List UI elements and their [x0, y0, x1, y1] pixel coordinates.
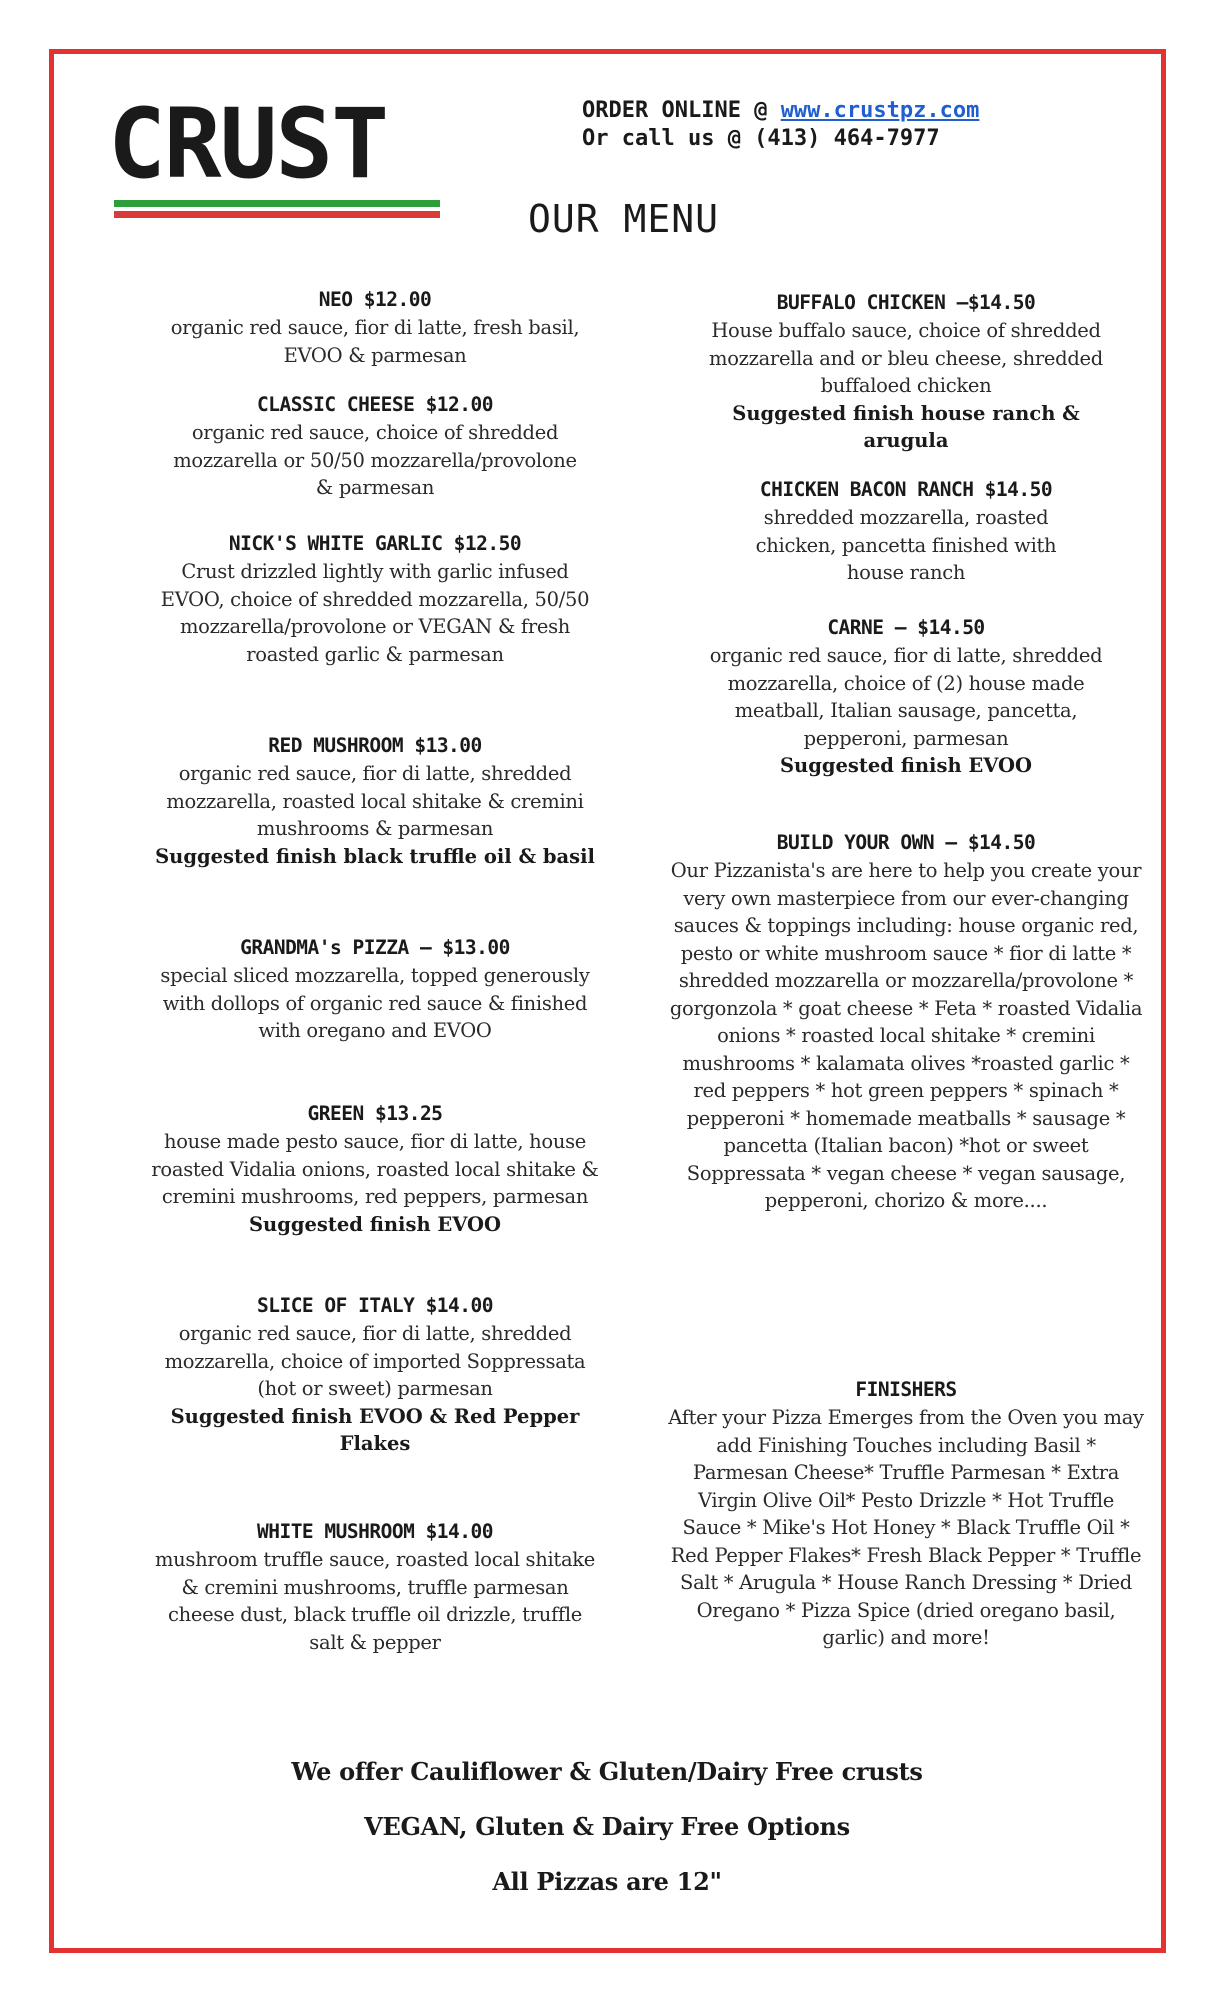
- logo: [108, 88, 444, 218]
- item-name: SLICE OF ITALY $14.00: [256, 1294, 494, 1317]
- item-suggested-finish: Suggested finish house ranch & arugula: [732, 401, 1080, 452]
- item-description: special sliced mozzarella, topped generously with dollops of organic red sauce & finished with oregano and EVOO: [160, 964, 590, 1042]
- order-online-link[interactable]: www.crustpz.com: [780, 98, 980, 123]
- menu-item-classic-cheese: [140, 391, 610, 502]
- item-name: NEO $12.00: [318, 288, 432, 311]
- item-suggested-finish: Suggested finish EVOO & Red Pepper Flakes: [170, 1404, 580, 1455]
- contact-info: [582, 97, 979, 153]
- item-name: GRANDMA's PIZZA – $13.00: [240, 936, 510, 959]
- footer-size: All Pizzas are 12": [492, 1867, 722, 1896]
- item-name: BUFFALO CHICKEN –$14.50: [776, 291, 1036, 314]
- menu-item-grandmas-pizza: [140, 934, 610, 1045]
- menu-item-red-mushroom: [140, 732, 610, 870]
- item-description: After your Pizza Emerges from the Oven you may add Finishing Touches including Basil * Parmesan Cheese* Truffle Parmesan * Extra Virgin Olive Oil* Pesto Drizzle * Hot Truffle Sauce * Mike's Hot Honey * Black Truffle Oil * Red Pepper Flakes* Fresh Black Pepper * Truffle Salt * Arugula * House Ranch Dressing * Dried Oregano * Pizza Spice (dried oregano basil, garlic) and more!: [668, 1406, 1144, 1649]
- stripe-red: [114, 211, 440, 218]
- menu-item-carne: [668, 614, 1144, 780]
- item-description: Our Pizzanista's are here to help you create your very own masterpiece from our ever-changing sauces & toppings including: house organic red, pesto or white mushroom sauce * fior di latte * shredded mozzarella or mozzarella/provolone * gorgonzola * goat cheese * Feta * roasted Vidalia onions * roasted local shitake * cremini mushrooms * kalamata olives *roasted garlic * red peppers * hot green peppers * spinach * pepperoni * homemade meatballs * sausage * pancetta (Italian bacon) *hot or sweet Soppressata * vegan cheese * vegan sausage, pepperoni, chorizo & more....: [669, 859, 1143, 1212]
- menu-item-finishers: [668, 1376, 1144, 1652]
- footer-crusts: We offer Cauliflower & Gluten/Dairy Free crusts: [291, 1757, 923, 1786]
- item-description: organic red sauce, fior di latte, shredded mozzarella, roasted local shitake & cremini mushrooms & parmesan: [166, 762, 584, 840]
- item-description: shredded mozzarella, roasted chicken, pancetta finished with house ranch: [755, 506, 1057, 584]
- menu-item-chicken-bacon-ranch: [668, 476, 1144, 587]
- footer: [0, 1758, 1214, 1923]
- item-description: organic red sauce, fior di latte, fresh basil, EVOO & parmesan: [170, 316, 580, 367]
- item-description: House buffalo sauce, choice of shredded mozzarella and or bleu cheese, shredded buffaloed chicken: [709, 319, 1103, 397]
- call-line: Or call us @ (413) 464-7977: [582, 126, 940, 151]
- menu-item-neo: [140, 286, 610, 369]
- footer-options: VEGAN, Gluten & Dairy Free Options: [364, 1812, 850, 1841]
- logo-text: CRUST: [108, 88, 387, 200]
- stripe-green: [114, 200, 440, 207]
- order-online-line: [582, 97, 979, 125]
- item-name: BUILD YOUR OWN – $14.50: [776, 831, 1036, 854]
- item-name: CARNE – $14.50: [827, 616, 985, 639]
- item-name: CHICKEN BACON RANCH $14.50: [759, 478, 1053, 501]
- menu-item-white-mushroom: [140, 1518, 610, 1656]
- item-suggested-finish: Suggested finish EVOO: [779, 754, 1033, 777]
- item-suggested-finish: Suggested finish black truffle oil & basil: [155, 844, 595, 868]
- item-name: NICK'S WHITE GARLIC $12.50: [228, 532, 522, 555]
- item-suggested-finish: Suggested finish EVOO: [248, 1212, 502, 1236]
- item-description: Crust drizzled lightly with garlic infused EVOO, choice of shredded mozzarella, 50/50 mozzarella/provolone or VEGAN & fresh roasted garlic & parmesan: [160, 560, 590, 666]
- menu-item-nicks-white-garlic: [140, 530, 610, 668]
- item-name: RED MUSHROOM $13.00: [268, 734, 482, 757]
- menu-item-slice-of-italy: [140, 1292, 610, 1458]
- item-description: organic red sauce, fior di latte, shredded mozzarella, choice of (2) house made meatball, Italian sausage, pancetta, pepperoni, parmesan: [709, 644, 1103, 750]
- menu-item-green: [140, 1100, 610, 1238]
- menu-item-build-your-own: [668, 829, 1144, 1215]
- item-name: WHITE MUSHROOM $14.00: [256, 1520, 494, 1543]
- page-title: OUR MENU: [528, 197, 720, 241]
- item-description: house made pesto sauce, fior di latte, house roasted Vidalia onions, roasted local shitake & cremini mushrooms, red peppers, parmesan: [151, 1130, 599, 1208]
- item-name: GREEN $13.25: [307, 1102, 443, 1125]
- item-description: organic red sauce, fior di latte, shredded mozzarella, choice of imported Soppressata (hot or sweet) parmesan: [164, 1322, 586, 1400]
- item-name: FINISHERS: [855, 1378, 957, 1401]
- menu-item-buffalo-chicken: [668, 289, 1144, 455]
- item-description: mushroom truffle sauce, roasted local shitake & cremini mushrooms, truffle parmesan cheese dust, black truffle oil drizzle, truffle salt & pepper: [154, 1548, 596, 1654]
- item-name: CLASSIC CHEESE $12.00: [256, 393, 494, 416]
- item-description: organic red sauce, choice of shredded mozzarella or 50/50 mozzarella/provolone & parmesan: [173, 421, 577, 499]
- order-online-label: ORDER ONLINE @: [582, 98, 768, 123]
